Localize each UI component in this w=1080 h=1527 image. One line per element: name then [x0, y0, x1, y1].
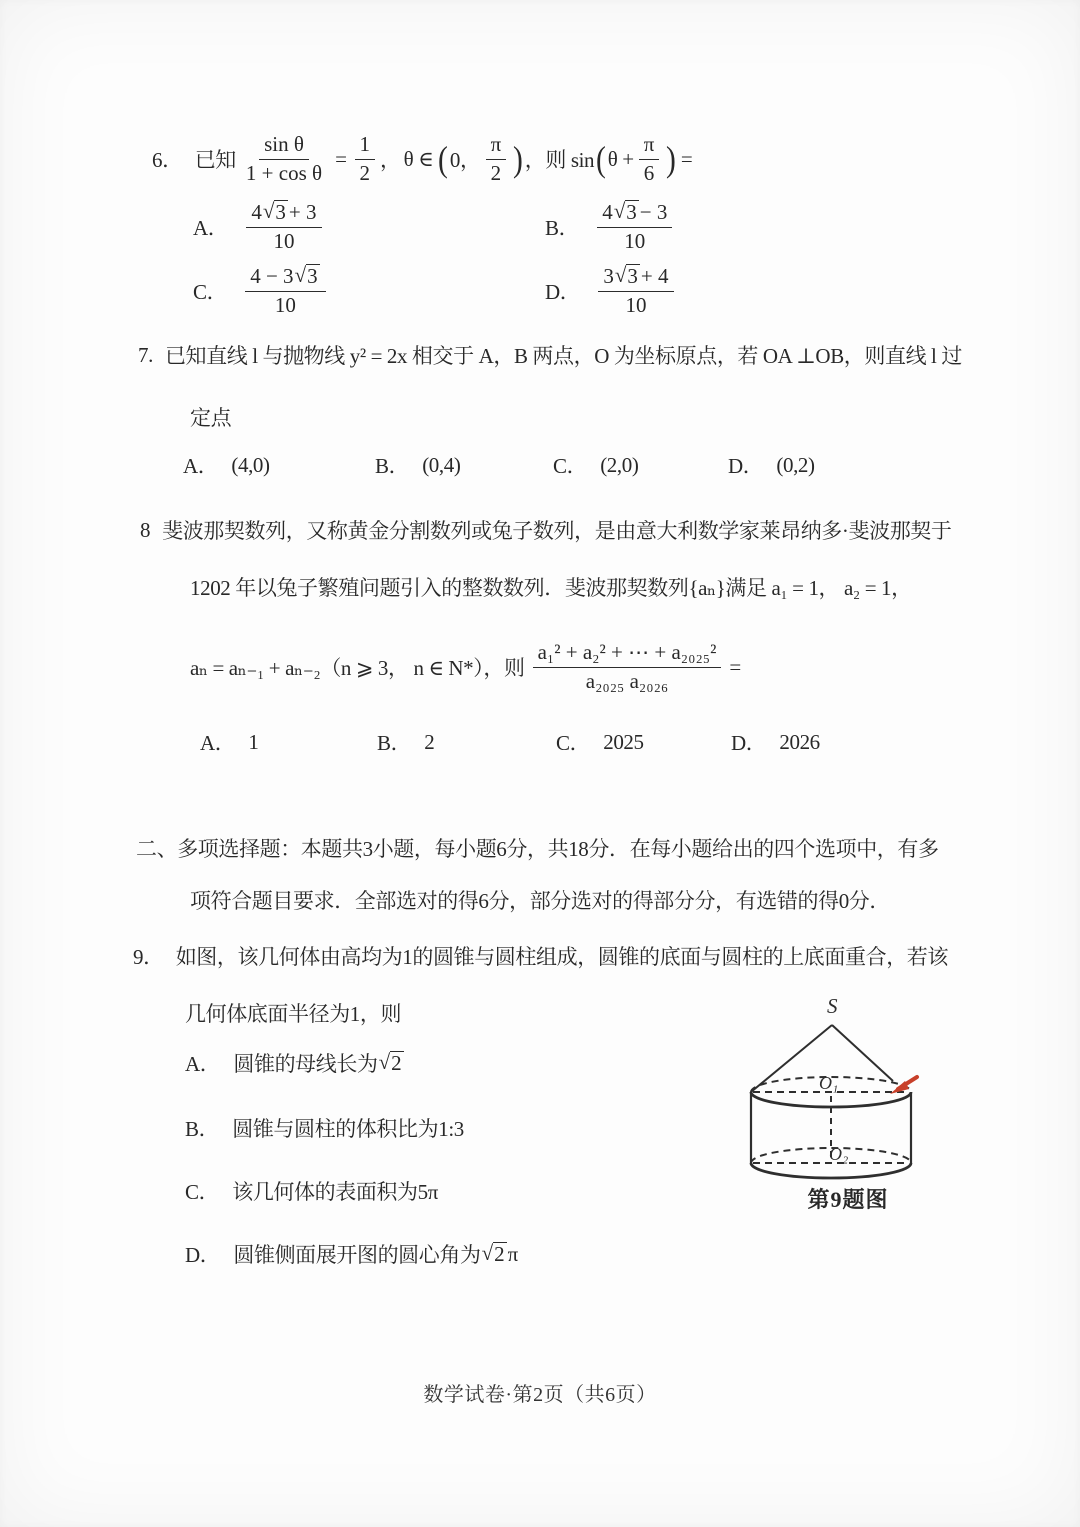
q6-eq1: = — [335, 146, 347, 171]
q6-option-b: B． 4 √ 3 − 3 10 — [545, 200, 677, 254]
q9-option-c: C． 该几何体的表面积为5π — [185, 1180, 438, 1204]
q6-stem — [152, 126, 695, 192]
q9-figure-caption: 第9题图 — [807, 1187, 889, 1212]
sqrt-radical: √ 3 — [613, 199, 637, 225]
q7-option-a: A． (4,0) — [183, 452, 270, 478]
top-center-label: O₁ — [819, 1073, 839, 1093]
q6-option-b-letter: B． — [545, 216, 580, 240]
q6-comma1: ， — [380, 148, 401, 172]
q6-known: 已知 — [194, 148, 236, 172]
q6-lparen2: ( — [596, 138, 606, 179]
q8-eq: = — [729, 654, 741, 679]
q6-option-c-letter: C． — [193, 280, 228, 304]
q6-frac-pi2: $\frac{\pi}{2}$ — [486, 133, 507, 185]
cone-right-edge — [832, 1025, 893, 1081]
q7-option-d: D． (0,2) — [728, 452, 815, 478]
q6-option-a-letter: A． — [193, 216, 229, 240]
q6-option-d: D． 3 √ 3 + 4 10 — [545, 264, 679, 318]
q8-option-d: D． 2026 — [731, 729, 820, 755]
q6-eq2: = — [680, 146, 693, 171]
q8-stem-line1: 8 斐波那契数列，又称黄金分割数列或兔子数列，是由意大利数学家莱昂纳多·斐波那契于 — [140, 517, 952, 543]
sqrt-radical: √ 3 — [614, 263, 638, 289]
q6-option-c: C． 4 − 3 √ 3 10 — [193, 264, 331, 318]
q9-figure-svg — [733, 997, 963, 1183]
q8-number: 8 — [140, 517, 151, 542]
sqrt-radical: √ 2 — [378, 1049, 402, 1075]
q6-lparen1: ( — [438, 138, 448, 179]
sqrt-radical: √ 3 — [262, 199, 286, 225]
q8-option-b: B． 2 — [377, 729, 435, 755]
q9-option-b: B． 圆锥与圆柱的体积比为1:3 — [185, 1117, 464, 1141]
q8-recurrence: aₙ = aₙ₋₁ + aₙ₋₂（n ⩾ 3， n ∈ N*），则 — [190, 656, 525, 680]
q6-rparen2: ) — [666, 138, 676, 179]
q8-stem-line2: 1202 年以兔子繁殖问题引入的整数数列．斐波那契数列{aₙ}满足 a₁ = 1， a₂ = 1， — [190, 576, 912, 600]
q7-number: 7. — [138, 342, 153, 367]
q8-formula — [190, 628, 744, 706]
q7-option-b: B． (0,4) — [375, 452, 461, 478]
sqrt-radical: √ 3 — [294, 263, 318, 289]
q8-fraction: $\frac{\text{a₁² + a₂² + ⋯ + a₂₀₂₅²}}{\text{a₂₀₂₅ a₂₀₂₆}}$ — [533, 641, 722, 693]
q6-theta-in: θ ∈ — [403, 146, 434, 171]
section2-line1: 二、多项选择题：本题共3小题，每小题6分，共18分．在每小题给出的四个选项中，有多 — [136, 837, 939, 861]
bottom-ellipse-front — [751, 1163, 911, 1178]
q6-option-a: A． 4 √ 3 + 3 10 — [193, 200, 327, 254]
q6-inner-pre: θ + — [607, 146, 634, 171]
q8-option-a: A． 1 — [200, 729, 259, 755]
q6-interval-first: 0， — [449, 148, 481, 172]
q9-number: 9． — [133, 945, 164, 969]
q6-then: ，则 sin — [524, 148, 595, 172]
q6-frac-sin: $\frac{\text{sin θ}}{\text{1 + cos θ}}$ — [245, 131, 323, 185]
q6-frac-half: $\frac{1}{2}$ — [355, 133, 376, 185]
bottom-center-label: O₂ — [829, 1144, 849, 1164]
q9-stem-line1: 9． 如图，该几何体由高均为1的圆锥与圆柱组成，圆锥的底面与圆柱的上底面重合，若该 — [133, 941, 948, 971]
q9-option-d: D． 圆锥侧面展开图的圆心角为 √ 2 π — [185, 1240, 518, 1267]
q7-stem-line1: 7. 已知直线 l 与抛物线 y² = 2x 相交于 A，B 两点，O 为坐标原点，若 OA ⊥OB，则直线 l 过 — [138, 342, 962, 368]
q6-number: 6． — [152, 148, 183, 172]
q9-option-a: A． 圆锥的母线长为 √ 2 — [185, 1049, 402, 1076]
q6-option-d-letter: D． — [545, 280, 581, 304]
cone-apex-label: S — [827, 997, 838, 1018]
q8-option-c: C． 2025 — [556, 729, 644, 755]
q6-frac-pi6: $\frac{\pi}{6}$ — [639, 133, 660, 185]
q7-option-c: C． (2,0) — [553, 452, 639, 478]
q6-rparen1: ) — [513, 138, 523, 179]
q7-stem-line2: 定点 — [190, 406, 232, 430]
section2-line2: 项符合题目要求．全部选对的得6分，部分选对的得部分分，有选错的得0分． — [190, 889, 890, 913]
sqrt-radical: √ 2 — [481, 1240, 505, 1266]
page-footer: 数学试卷·第2页（共6页） — [423, 1384, 657, 1406]
q9-stem-line2: 几何体底面半径为1，则 — [185, 1002, 402, 1026]
